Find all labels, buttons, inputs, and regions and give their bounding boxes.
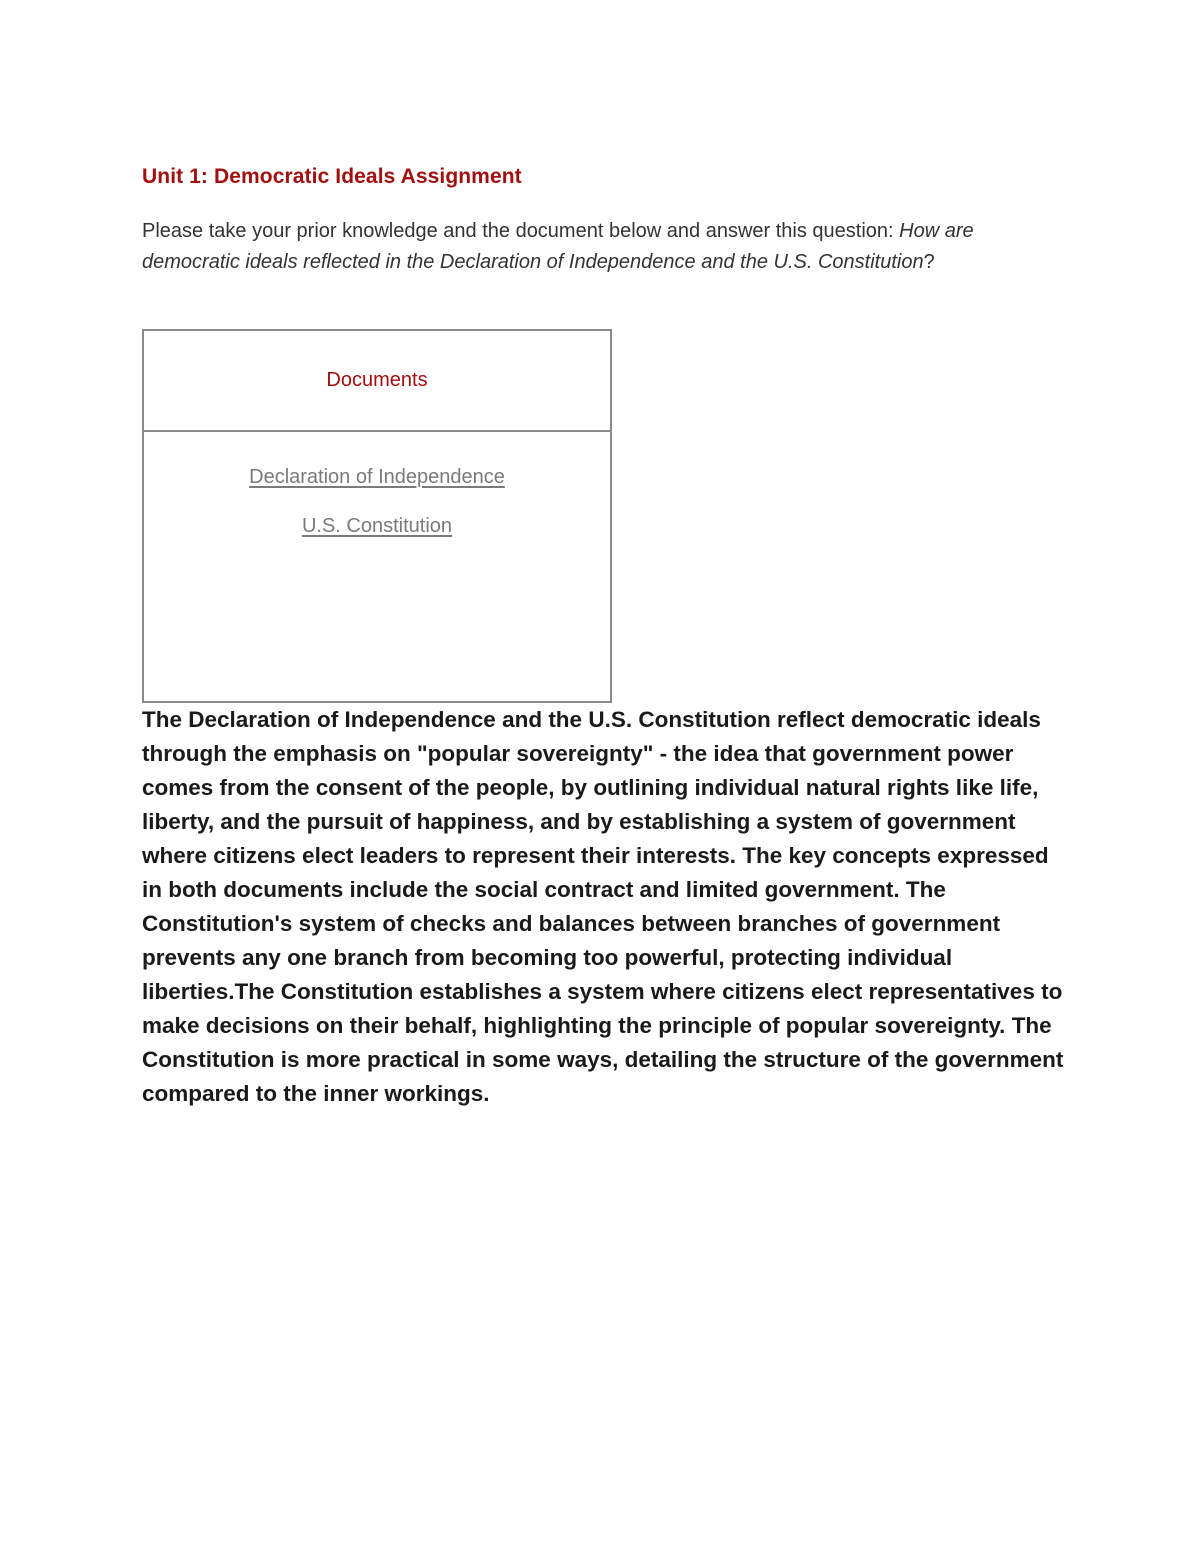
prompt-question: How are democratic ideals reflected in the Declaration of Independence and the U.S. Constitution: [142, 220, 974, 273]
documents-table: [142, 329, 612, 703]
us-constitution-link[interactable]: U.S. Constitution: [301, 515, 453, 537]
prompt-end: ?: [923, 251, 935, 273]
assignment-prompt: [142, 216, 1062, 278]
page-title: Unit 1: Democratic Ideals Assignment: [142, 165, 522, 188]
documents-table-body: [144, 432, 610, 538]
declaration-of-independence-link[interactable]: Declaration of Independence: [249, 466, 505, 488]
answer-text: The Declaration of Independence and the U.S. Constitution reflect democratic ideals through the emphasis on "popular sovereignty" - the idea that government power comes from the consent of the people, by outlining individual natural rights like life, liberty, and the pursuit of happiness, and by establishing a system of government where citizens elect leaders to represent their interests. The key concepts expressed in both documents include the social contract and limited government. The Constitution's system of checks and balances between branches of government prevents any one branch from becoming too powerful, protecting individual liberties.The Constitution establishes a system where citizens elect representatives to make decisions on their behalf, highlighting the principle of popular sovereignty. The Constitution is more practical in some ways, detailing the structure of the government compared to the inner workings.: [142, 707, 1064, 1106]
documents-table-header: Documents: [144, 331, 610, 432]
prompt-intro: Please take your prior knowledge and the document below and answer this question:: [142, 220, 900, 242]
